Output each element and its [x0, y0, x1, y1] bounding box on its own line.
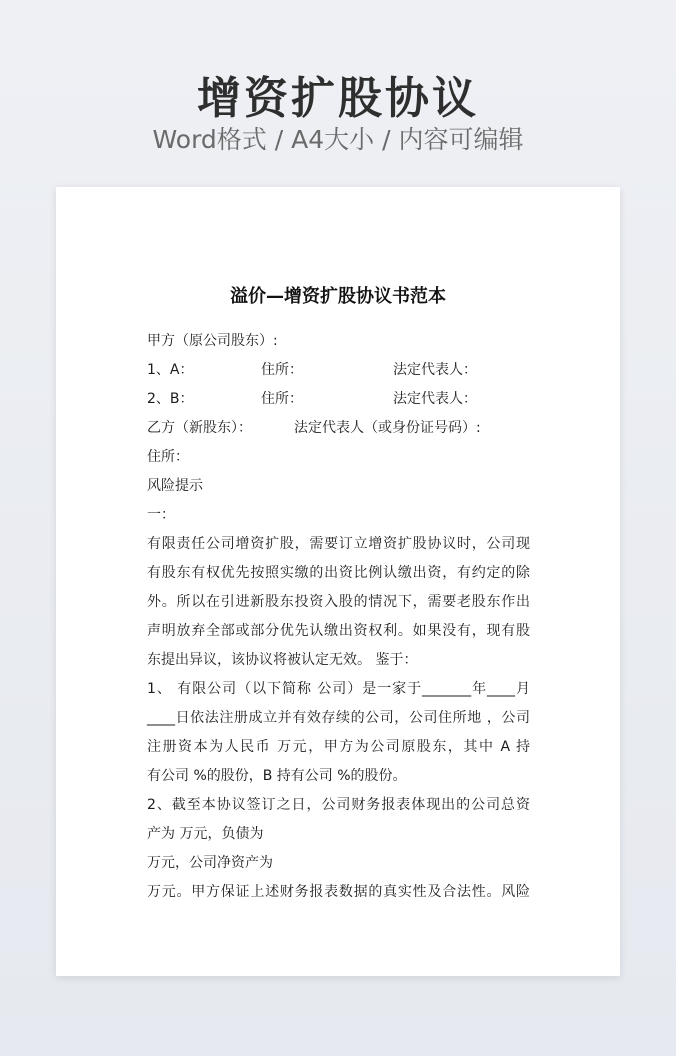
risk-tip-heading: 风险提示: [147, 478, 203, 494]
party-b-row: [147, 418, 530, 438]
party-a-1-address-label: 住所：: [261, 362, 303, 378]
clause-2-line: 万元，公司净资产为: [147, 855, 273, 871]
section-one-heading: 一：: [147, 507, 175, 523]
party-a-1-label: 1、A：: [147, 362, 194, 378]
banner-title: 增资扩股协议: [197, 73, 479, 124]
paragraph-line: 声明放弃全部或部分优先认缴出资权利。如果没有，现有股: [147, 623, 530, 639]
party-a-2-rep-label: 法定代表人：: [393, 391, 477, 407]
clause-1-line: 1、 有限公司（以下简称 公司）是一家于_______年____月: [147, 681, 530, 697]
clause-1-line: ____日依法注册成立并有效存续的公司，公司住所地 ，公司: [147, 710, 530, 726]
paragraph-line: 外。所以在引进新股东投资入股的情况下，需要老股东作出: [147, 594, 530, 610]
document-title: 溢价—增资扩股协议书范本: [230, 286, 446, 307]
party-a-2-address-label: 住所：: [261, 391, 303, 407]
party-b-label: 乙方（新股东）：: [147, 420, 252, 436]
clause-2-line: 产为 万元，负债为: [147, 826, 264, 842]
clause-1-line: 有公司 %的股份，B 持有公司 %的股份。: [147, 768, 407, 784]
banner-subtitle: Word格式 / A4大小 / 内容可编辑: [152, 125, 524, 154]
party-a-2-label: 2、B：: [147, 391, 194, 407]
party-a-row-2: [147, 389, 530, 409]
party-a-header: 甲方（原公司股东）:: [147, 333, 278, 349]
paragraph-line: 东提出异议，该协议将被认定无效。 鉴于：: [147, 652, 418, 668]
party-b-address-label: 住所：: [147, 449, 189, 465]
clause-2-line: 2、截至本协议签订之日，公司财务报表体现出的公司总资: [147, 797, 530, 813]
party-b-rep-label: 法定代表人（或身份证号码）:: [294, 420, 481, 436]
clause-1-line: 注册资本为人民币 万元，甲方为公司原股东，其中 A 持: [147, 739, 530, 755]
party-a-row-1: [147, 360, 530, 380]
paragraph-line: 有股东有权优先按照实缴的出资比例认缴出资，有约定的除: [147, 565, 530, 581]
document-page: [56, 187, 620, 976]
party-a-1-rep-label: 法定代表人：: [393, 362, 477, 378]
paragraph-line: 有限责任公司增资扩股，需要订立增资扩股协议时，公司现: [147, 536, 530, 552]
clause-2-line: 万元。甲方保证上述财务报表数据的真实性及合法性。风险: [147, 884, 530, 900]
